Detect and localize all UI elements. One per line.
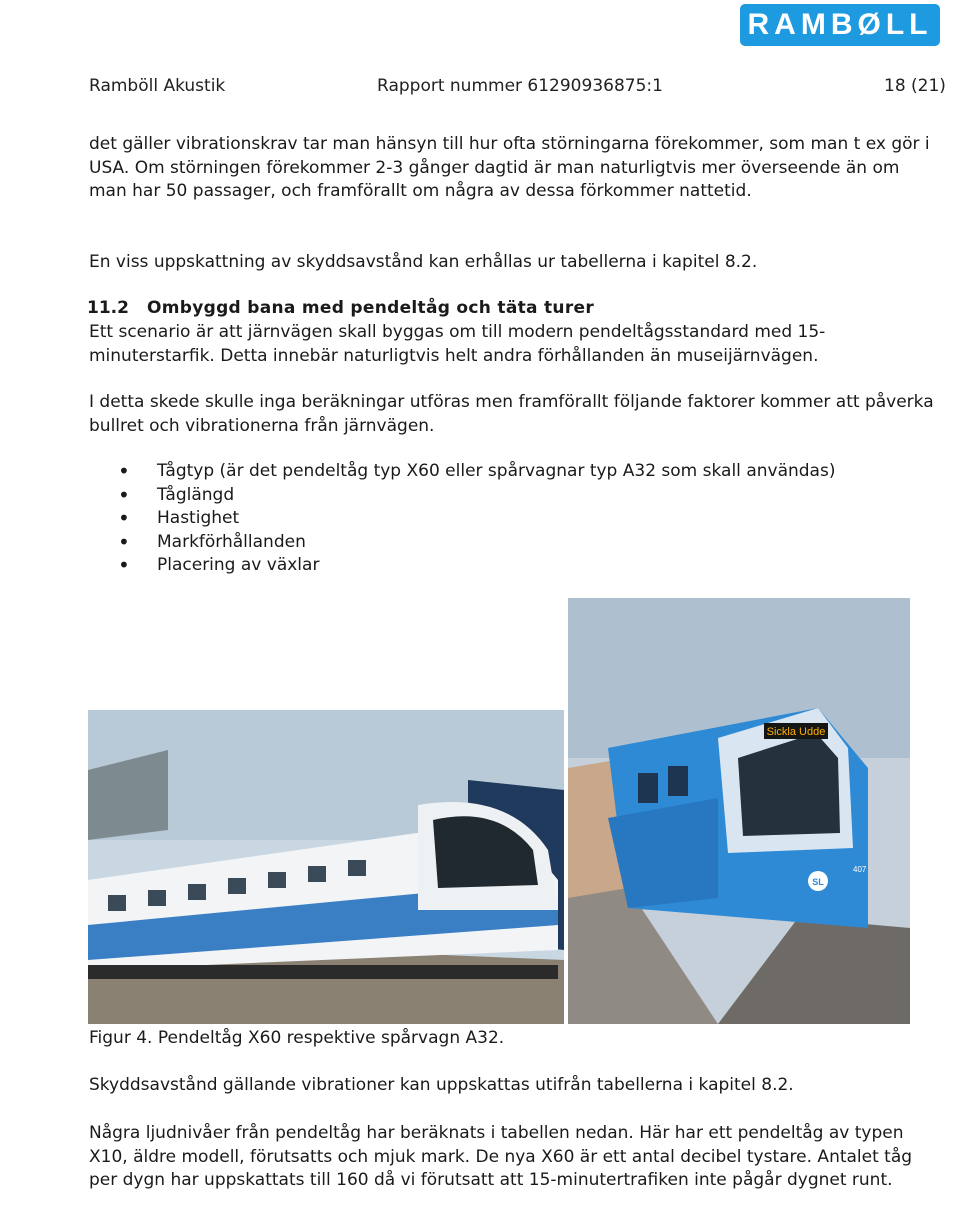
photo-commuter-train-x60 [88, 710, 564, 1024]
header-report-number: Rapport nummer 61290936875:1 [377, 76, 663, 96]
section-title: Ombyggd bana med pendeltåg och täta turer [147, 298, 595, 318]
list-item: • Tåglängd [118, 484, 835, 508]
paragraph-skyddsavstand: En viss uppskattning av skyddsavstånd kan erhållas ur tabellerna i kapitel 8.2. [89, 252, 758, 272]
paragraph-scenario: Ett scenario är att järnvägen skall byggas om till modern pendeltågsstandard med 15-minuterstarfik. Detta innebär naturligtvis helt andra förhållanden än museijärnvägen. [89, 322, 826, 366]
paragraph-skyddsavstand-vibrationer: Skyddsavstånd gällande vibrationer kan uppskattas utifrån tabellerna i kapitel 8.2. [89, 1075, 794, 1095]
figure-caption: Figur 4. Pendeltåg X60 respektive spårvagn A32. [89, 1028, 505, 1048]
list-item: • Hastighet [118, 507, 835, 531]
list-item: • Placering av växlar [118, 554, 835, 578]
ramboll-logo: RAMBØLL [740, 4, 940, 46]
tram-number: 407 [853, 865, 867, 874]
photo-tram-a32 [568, 598, 910, 1024]
factor-list [118, 460, 835, 578]
header-company: Ramböll Akustik [89, 76, 226, 96]
header-page-number: 18 (21) [884, 76, 946, 96]
paragraph-vibration: det gäller vibrationskrav tar man hänsyn till hur ofta störningarna förekommer, som man t ex gör i USA. Om störningen förekommer 2-3 gånger dagtid är man naturligtvis mer överseende än om man har 50 passager, och framförallt om några av dessa förkommer nattetid. [89, 134, 930, 201]
section-number: 11.2 [87, 298, 129, 318]
paragraph-ljudnivaer: Några ljudnivåer från pendeltåg har beräknats i tabellen nedan. Här har ett pendeltåg av typen X10, äldre modell, förutsatts och mjuk mark. De nya X60 är ett antal decibel tystare. Antalet tåg per dygn har uppskattats till 160 då vi förutsatt att 15-minutertrafiken inte pågår dygnet runt. [89, 1123, 913, 1190]
tram-destination-sign: Sickla Udde [766, 726, 826, 738]
paragraph-faktorer: I detta skede skulle inga beräkningar utföras men framförallt följande faktorer kommer att påverka bullret och vibrationerna från järnvägen. [89, 392, 934, 436]
list-item: • Markförhållanden [118, 531, 835, 555]
list-item: • Tågtyp (är det pendeltåg typ X60 eller spårvagnar typ A32 som skall användas) [118, 460, 835, 484]
sl-logo: SL [812, 877, 824, 887]
